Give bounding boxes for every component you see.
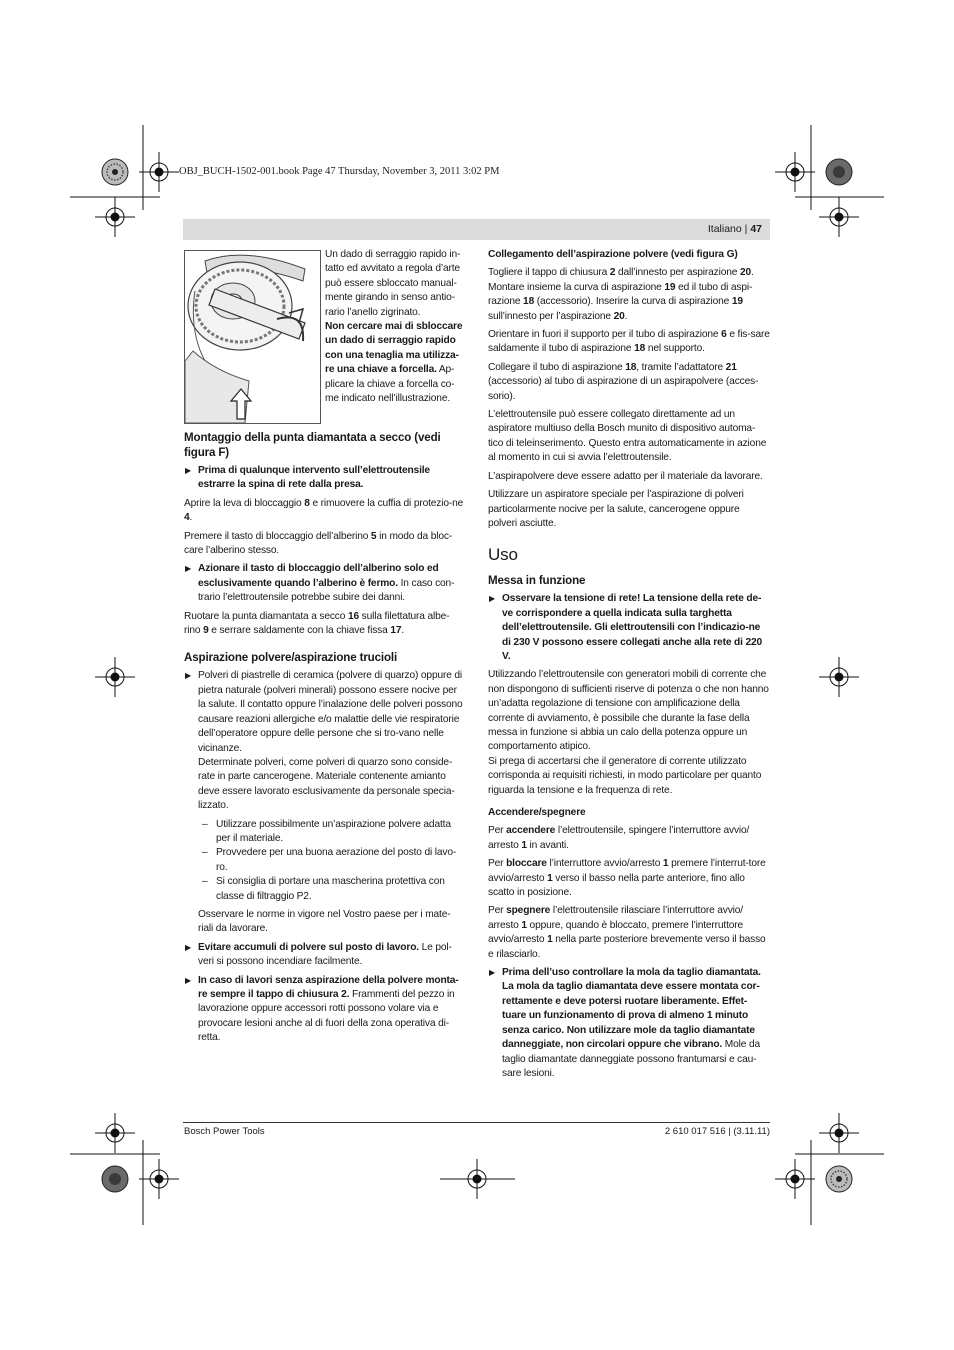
paragraph: Per spegnere l’elettroutensile rilasciare l’interruttore avvio/ arresto 1 oppure, quando è bloccato, premere l’interruttore avvio/arresto 1 nella parte posteriore brevemente verso il basso e rilasciarlo. [488,905,766,960]
bullet-item: ▶ In caso di lavori senza aspirazione della polvere monta-re sempre il tappo di chiusura 2. Frammenti del pezzo in lavorazione oppure accessori rotti possono volare via e provocare lesioni anche al di fuori della zona operativa di-retta. [185,974,459,1044]
quick-clamp-nut-wrench-icon [185,251,320,423]
header-language: Italiano [707,223,742,235]
paragraph: Ruotare la punta diamantata a secco 16 sulla filettatura albe-rino 9 e serrare saldamente con la chiave fissa 17. [184,610,450,637]
dash-item: – Provvedere per una buona aerazione del posto di lavo-ro. [202,847,457,873]
crosshair-mark-icon [775,1159,815,1199]
crosshair-mark-icon [95,657,135,697]
crosshair-mark-icon [819,1113,859,1153]
bullet-text: Prima di qualunque intervento sull’elettroutensile estrarre la spina di rete dalla presa. [198,465,430,491]
paragraph: L’aspirapolvere deve essere adatto per il materiale da lavorare. [488,470,763,482]
section-heading-diamond-bit: Montaggio della punta diamantata a secco (vedi figura F) [184,431,441,459]
crosshair-mark-icon [819,197,859,237]
page-header-bar [183,219,770,240]
paragraph: Orientare in fuori il supporto per il tubo di aspirazione 6 e fis-sare saldamente il tubo di aspirazione 18 nel supporto. [488,329,770,355]
print-job-line: OBJ_BUCH-1502-001.book Page 47 Thursday, November 3, 2011 3:02 PM [179,166,500,177]
paragraph: Aprire la leva di bloccaggio 8 e rimuovere la cuffia di protezio-ne 4. [184,497,464,524]
crosshair-mark-icon [819,657,859,697]
paragraph: Utilizzando l’elettroutensile con generatori mobili di corrente che non dispongono di sufficienti riserve di potenza o che non hanno un’adatta regolazione di tensione con amplificazione della corrente di avviamento, è possibile che durante la fase della messa in funzione si abbia un calo della potenza oppure un comportamento atipico. [488,669,769,753]
footer-doc-number: 2 610 017 516 | (3.11.11) [664,1126,770,1137]
figure-illustration [184,250,321,424]
right-column [488,248,770,1085]
paragraph: Per bloccare l’interruttore avvio/arresto 1 premere l’interrut-tore avvio/arresto 1 verso il basso nella parte anteriore, fino allo scatto in posizione. [488,858,766,899]
triangle-bullet-icon: ▶ [185,975,192,985]
bullet-item: ▶ Osservare la tensione di rete! La tensione della rete de-ve corrispondere a quella indicata sulla targhetta dell’elettroutensile. Gli elettroutensili con l’indicazio-ne di 230 V possono essere collegati anche alla rete di 220 V. [489,593,762,662]
chapter-heading-uso: Uso [488,545,518,565]
page-header [708,223,762,235]
triangle-bullet-icon: ▶ [489,968,496,978]
crosshair-mark-icon [139,152,179,192]
paragraph: Si prega di accertarsi che il generatore di corrente utilizzato corrisponda ai requisiti richiesti, in modo particolare per quanto riguarda la tensione e la frequenza di rete. [488,755,762,796]
paragraph: Per accendere l’elettroutensile, spingere l’interruttore avvio/ arresto 1 in avanti. [488,825,750,851]
rosette-mark-icon [826,159,852,185]
triangle-bullet-icon: ▶ [185,466,192,475]
section-heading-on-off: Accendere/spegnere [488,807,586,818]
paragraph: Togliere il tappo di chiusura 2 dall’innesto per aspirazione 20. Montare insieme la curva di aspirazione 19 ed il tubo di aspi-razione 18 (accessorio). Inserire la curva di aspirazione 19 sull’innesto per l’aspirazione 20. [488,267,754,322]
triangle-bullet-icon: ▶ [185,671,192,681]
triangle-bullet-icon: ▶ [185,564,192,574]
bullet-item: ▶ Polveri di piastrelle di ceramica (polvere di quarzo) oppure di pietra naturale (polveri minerali) possono essere nocive per la salute. Il contatto oppure l’inalazione delle polveri possono causare reazioni allergiche e/o malattie delle vie respiratorie dell’operatore oppure delle persone che si tro-vano nelle vicinanze. [185,670,463,754]
rosette-mark-icon [102,1166,128,1192]
header-page-number: 47 [750,223,762,235]
footer-rule [183,1122,770,1123]
figure-text-p2-rest: Ap-plicare la chiave a forcella co-me indicato nell’illustrazione. [325,364,455,405]
dash-item: – Si consiglia di portare una mascherina protettiva con classe di filtraggio P2. [202,876,445,902]
figure-side-text [325,248,467,406]
bullet-item [184,464,465,493]
figure-text-p1: Un dado di serraggio rapido in-tatto ed avvitato a regola d’arte può essere sbloccato manual-mente girando in senso antio-rario l’anello zigrinato. [325,249,461,318]
paragraph: Collegare il tubo di aspirazione 18, tramite l’adattatore 21 (accessorio) al tubo di aspirazione di un aspirapolvere (acces-sorio). [488,361,759,402]
bullet-item: ▶ Prima dell’uso controllare la mola da taglio diamantata. La mola da taglio diamantata deve essere montata cor-rettamente e deve potersi ruotare liberamente. Effet-tuare un funzionamento di prova di almeno 1 minuto senza carico. Non utilizzare mole da taglio diamantate danneggiate, non circolari oppure che vibrano. Mole da taglio diamantate danneggiate possono frantumarsi e cau-sare lesioni. [489,967,761,1079]
crosshair-mark-icon [775,152,815,192]
triangle-bullet-icon: ▶ [185,942,192,952]
rosette-mark-icon [826,1166,852,1192]
header-separator: | [744,223,748,235]
triangle-bullet-icon: ▶ [489,594,496,604]
bullet-item: ▶ Evitare accumuli di polvere sul posto di lavoro. Le pol-veri si possono incendiare facilmente. [185,941,452,968]
paragraph: Osservare le norme in vigore nel Vostro paese per i mate-riali da lavorare. [198,908,451,935]
left-column [184,430,465,1050]
paragraph: L’elettroutensile può essere collegato direttamente ad un aspiratore multiuso della Bosch munito di dispositivo automa-tico di teleinserimento. Questo entra automaticamente in azione al momento in cui si avvia l’elettroutensile. [488,409,767,464]
crosshair-mark-icon [139,1159,179,1199]
paragraph: Utilizzare un aspiratore speciale per l’aspirazione di polveri particolarmente nocive per la salute, cancerogene oppure polveri asciutte. [488,489,744,529]
footer-publisher: Bosch Power Tools [184,1126,265,1137]
crosshair-mark-icon [95,197,135,237]
paragraph: Premere il tasto di bloccaggio dell’alberino 5 in modo da bloc-care l’alberino stesso. [184,530,453,557]
dash-item: – Utilizzare possibilmente un’aspirazione polvere adatta per il materiale. [202,818,451,844]
figure-text-p2-bold: Non cercare mai di sbloccare un dado di serraggio rapido con una tenaglia ma utilizza-re una chiave a forcella. [325,321,463,376]
section-heading-dust-connection: Collegamento dell’aspirazione polvere (vedi figura G) [488,249,738,260]
section-heading-startup: Messa in funzione [488,574,586,588]
crosshair-mark-icon [95,1113,135,1153]
figure-text-p2 [325,320,467,406]
paragraph: Determinate polveri, come polveri di quarzo sono conside-rate in parte cancerogene. Materiale contenente amianto deve essere lavorato esclusivamente da personale specia-lizzato. [198,756,455,812]
rosette-mark-icon [102,159,128,185]
bullet-item: ▶ Azionare il tasto di bloccaggio dell’alberino solo ed esclusivamente quando l’alberino è fermo. In caso con-trario l’elettroutensile potrebbe subire dei danni. [185,563,455,604]
section-heading-dust-extraction: Aspirazione polvere/aspirazione trucioli [184,651,398,665]
